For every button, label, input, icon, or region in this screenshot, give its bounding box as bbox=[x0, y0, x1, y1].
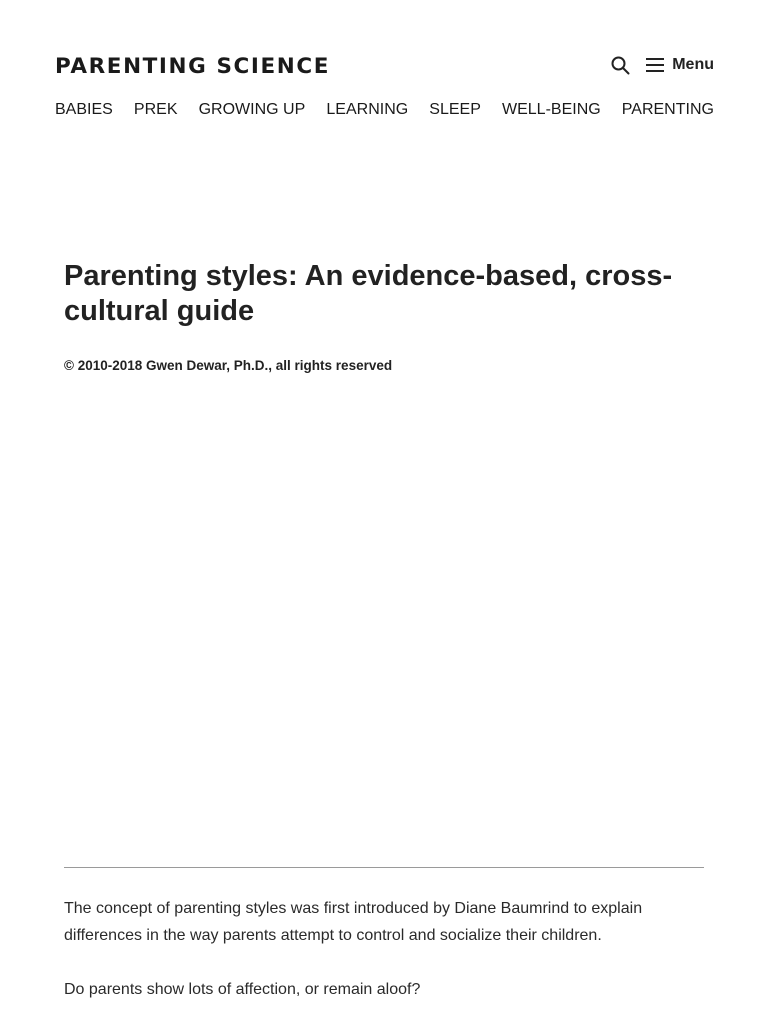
nav-item-sleep[interactable]: SLEEP bbox=[429, 101, 481, 118]
site-header bbox=[0, 0, 768, 140]
site-logo[interactable]: PARENTING SCIENCE bbox=[55, 54, 331, 79]
copyright-notice: © 2010-2018 Gwen Dewar, Ph.D., all rights reserved bbox=[64, 358, 393, 373]
menu-button[interactable] bbox=[646, 56, 714, 74]
nav-item-prek[interactable]: PREK bbox=[133, 101, 178, 118]
article-next-paragraph-clip bbox=[64, 976, 704, 998]
nav-item-growing-up[interactable]: GROWING UP bbox=[198, 101, 306, 118]
nav-item-parenting[interactable]: PARENTING bbox=[621, 101, 714, 118]
search-icon bbox=[611, 56, 630, 75]
article-next-paragraph: Do parents show lots of affection, or remain aloof? bbox=[64, 981, 421, 998]
header-tools bbox=[610, 52, 714, 78]
search-button[interactable] bbox=[610, 55, 630, 75]
nav-item-learning[interactable]: LEARNING bbox=[326, 101, 409, 118]
nav-item-well-being[interactable]: WELL-BEING bbox=[502, 101, 601, 118]
article-intro-paragraph: The concept of parenting styles was first introduced by Diane Baumrind to explain differences in the way parents attempt to control and socialize their children. bbox=[64, 900, 643, 944]
nav-item-babies[interactable]: BABIES bbox=[55, 101, 113, 118]
content-divider bbox=[64, 867, 704, 868]
hamburger-menu-icon bbox=[646, 58, 664, 72]
menu-label: Menu bbox=[672, 56, 714, 73]
article-title: Parenting styles: An evidence-based, cross-cultural guide bbox=[64, 260, 673, 327]
primary-nav bbox=[55, 101, 714, 119]
